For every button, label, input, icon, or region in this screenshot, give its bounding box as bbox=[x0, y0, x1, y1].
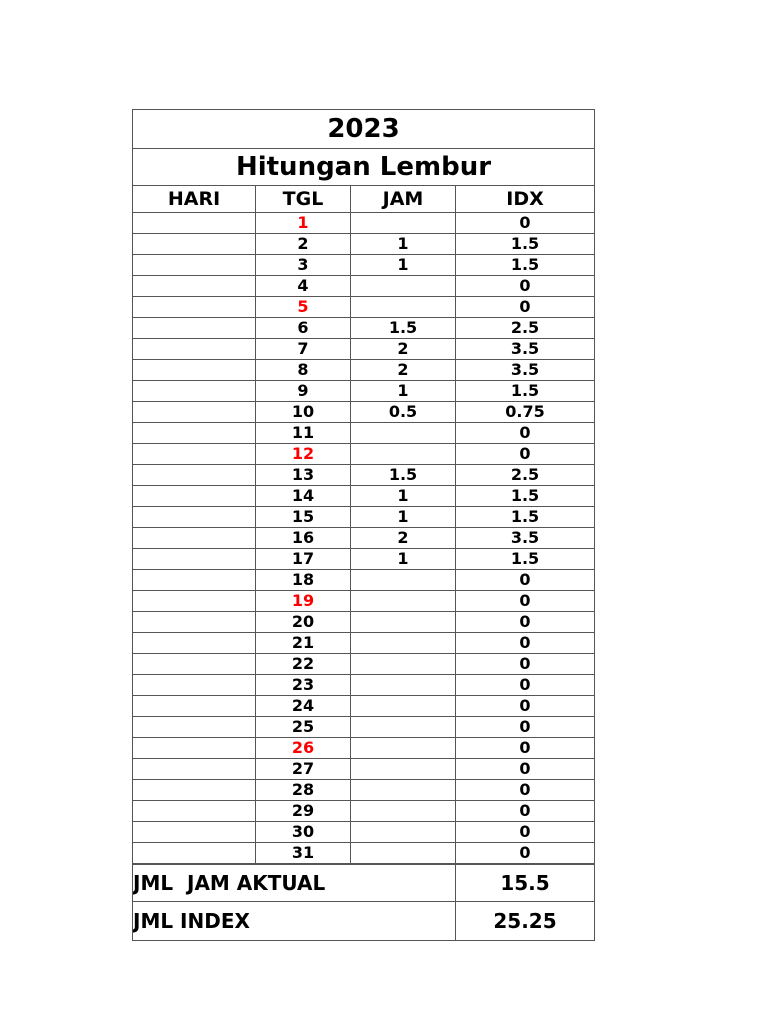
tgl-cell[interactable]: 4 bbox=[256, 276, 351, 297]
hari-cell[interactable] bbox=[133, 360, 256, 381]
jam-cell[interactable] bbox=[351, 654, 456, 675]
title-row bbox=[133, 149, 595, 186]
data-rows bbox=[133, 213, 595, 865]
summary-jam-value[interactable]: 15.5 bbox=[456, 864, 595, 902]
hari-cell[interactable] bbox=[133, 423, 256, 444]
jam-cell[interactable] bbox=[351, 738, 456, 759]
table-row bbox=[133, 297, 595, 318]
idx-cell[interactable]: 3.5 bbox=[456, 339, 595, 360]
hari-cell[interactable] bbox=[133, 528, 256, 549]
tgl-cell[interactable]: 6 bbox=[256, 318, 351, 339]
tgl-cell[interactable]: 10 bbox=[256, 402, 351, 423]
jam-cell[interactable] bbox=[351, 612, 456, 633]
jam-cell[interactable] bbox=[351, 696, 456, 717]
jam-cell[interactable]: 1.5 bbox=[351, 318, 456, 339]
idx-cell[interactable]: 0 bbox=[456, 423, 595, 444]
jam-cell[interactable]: 2 bbox=[351, 528, 456, 549]
tgl-cell[interactable]: 17 bbox=[256, 549, 351, 570]
jam-cell[interactable] bbox=[351, 570, 456, 591]
idx-cell[interactable]: 1.5 bbox=[456, 381, 595, 402]
column-header-row bbox=[133, 186, 595, 213]
jam-cell[interactable] bbox=[351, 822, 456, 843]
table-row bbox=[133, 507, 595, 528]
idx-cell[interactable]: 0 bbox=[456, 591, 595, 612]
jam-cell[interactable] bbox=[351, 801, 456, 822]
jam-cell[interactable] bbox=[351, 591, 456, 612]
hari-cell[interactable] bbox=[133, 780, 256, 801]
idx-cell[interactable]: 0 bbox=[456, 570, 595, 591]
table-row bbox=[133, 633, 595, 654]
hari-cell[interactable] bbox=[133, 234, 256, 255]
idx-cell[interactable]: 0 bbox=[456, 213, 595, 234]
tgl-cell[interactable]: 5 bbox=[256, 297, 351, 318]
column-header-tgl[interactable]: TGL bbox=[256, 186, 351, 213]
tgl-cell[interactable]: 20 bbox=[256, 612, 351, 633]
table-row bbox=[133, 528, 595, 549]
tgl-cell[interactable]: 27 bbox=[256, 759, 351, 780]
jam-cell[interactable] bbox=[351, 633, 456, 654]
hari-cell[interactable] bbox=[133, 570, 256, 591]
jam-cell[interactable]: 1 bbox=[351, 507, 456, 528]
table-row bbox=[133, 213, 595, 234]
column-header-idx[interactable]: IDX bbox=[456, 186, 595, 213]
sheet-title[interactable]: Hitungan Lembur bbox=[133, 149, 595, 186]
table-row bbox=[133, 822, 595, 843]
idx-cell[interactable]: 1.5 bbox=[456, 255, 595, 276]
table-row bbox=[133, 318, 595, 339]
column-header-hari[interactable]: HARI bbox=[133, 186, 256, 213]
tgl-cell[interactable]: 1 bbox=[256, 213, 351, 234]
idx-cell[interactable]: 1.5 bbox=[456, 507, 595, 528]
idx-cell[interactable]: 0.75 bbox=[456, 402, 595, 423]
hari-cell[interactable] bbox=[133, 591, 256, 612]
jam-cell[interactable]: 2 bbox=[351, 339, 456, 360]
jam-cell[interactable]: 0.5 bbox=[351, 402, 456, 423]
jam-cell[interactable]: 1 bbox=[351, 486, 456, 507]
jam-cell[interactable]: 1.5 bbox=[351, 465, 456, 486]
jam-cell[interactable] bbox=[351, 423, 456, 444]
tgl-cell[interactable]: 16 bbox=[256, 528, 351, 549]
table-row bbox=[133, 696, 595, 717]
idx-cell[interactable]: 0 bbox=[456, 444, 595, 465]
hari-cell[interactable] bbox=[133, 465, 256, 486]
summary-body bbox=[133, 864, 595, 941]
tgl-cell[interactable]: 14 bbox=[256, 486, 351, 507]
tgl-cell[interactable]: 21 bbox=[256, 633, 351, 654]
jam-cell[interactable] bbox=[351, 297, 456, 318]
summary-jam-label[interactable]: JML JAM AKTUAL bbox=[133, 864, 456, 902]
idx-cell[interactable]: 0 bbox=[456, 276, 595, 297]
jam-cell[interactable] bbox=[351, 843, 456, 865]
tgl-cell[interactable]: 7 bbox=[256, 339, 351, 360]
table-row bbox=[133, 738, 595, 759]
table-row bbox=[133, 234, 595, 255]
summary-row-jam bbox=[133, 864, 595, 902]
tgl-cell[interactable]: 18 bbox=[256, 570, 351, 591]
table-row bbox=[133, 360, 595, 381]
idx-cell[interactable]: 0 bbox=[456, 759, 595, 780]
table-row bbox=[133, 423, 595, 444]
tgl-cell[interactable]: 12 bbox=[256, 444, 351, 465]
table-row bbox=[133, 843, 595, 865]
hari-cell[interactable] bbox=[133, 612, 256, 633]
jam-cell[interactable] bbox=[351, 675, 456, 696]
idx-cell[interactable]: 0 bbox=[456, 738, 595, 759]
tgl-cell[interactable]: 26 bbox=[256, 738, 351, 759]
hari-cell[interactable] bbox=[133, 402, 256, 423]
table-row bbox=[133, 381, 595, 402]
table-row bbox=[133, 759, 595, 780]
hari-cell[interactable] bbox=[133, 213, 256, 234]
hari-cell[interactable] bbox=[133, 276, 256, 297]
idx-cell[interactable]: 0 bbox=[456, 654, 595, 675]
table-row bbox=[133, 549, 595, 570]
jam-cell[interactable] bbox=[351, 759, 456, 780]
idx-cell[interactable]: 3.5 bbox=[456, 360, 595, 381]
table-row bbox=[133, 444, 595, 465]
jam-cell[interactable] bbox=[351, 276, 456, 297]
hari-cell[interactable] bbox=[133, 801, 256, 822]
table-row bbox=[133, 717, 595, 738]
hari-cell[interactable] bbox=[133, 507, 256, 528]
hari-cell[interactable] bbox=[133, 486, 256, 507]
hari-cell[interactable] bbox=[133, 255, 256, 276]
table-row bbox=[133, 612, 595, 633]
tgl-cell[interactable]: 25 bbox=[256, 717, 351, 738]
tgl-cell[interactable]: 8 bbox=[256, 360, 351, 381]
idx-cell[interactable]: 0 bbox=[456, 675, 595, 696]
idx-cell[interactable]: 1.5 bbox=[456, 234, 595, 255]
year-title[interactable]: 2023 bbox=[133, 110, 595, 149]
tgl-cell[interactable]: 13 bbox=[256, 465, 351, 486]
sheet-body bbox=[133, 110, 595, 213]
jam-cell[interactable]: 1 bbox=[351, 255, 456, 276]
table-row bbox=[133, 801, 595, 822]
table-row bbox=[133, 780, 595, 801]
hari-cell[interactable] bbox=[133, 654, 256, 675]
hari-cell[interactable] bbox=[133, 633, 256, 654]
tgl-cell[interactable]: 30 bbox=[256, 822, 351, 843]
idx-cell[interactable]: 1.5 bbox=[456, 549, 595, 570]
hari-cell[interactable] bbox=[133, 444, 256, 465]
idx-cell[interactable]: 2.5 bbox=[456, 318, 595, 339]
idx-cell[interactable]: 0 bbox=[456, 780, 595, 801]
hari-cell[interactable] bbox=[133, 549, 256, 570]
idx-cell[interactable]: 0 bbox=[456, 822, 595, 843]
tgl-cell[interactable]: 9 bbox=[256, 381, 351, 402]
tgl-cell[interactable]: 19 bbox=[256, 591, 351, 612]
jam-cell[interactable]: 2 bbox=[351, 360, 456, 381]
idx-cell[interactable]: 3.5 bbox=[456, 528, 595, 549]
idx-cell[interactable]: 1.5 bbox=[456, 486, 595, 507]
hari-cell[interactable] bbox=[133, 759, 256, 780]
table-row bbox=[133, 339, 595, 360]
jam-cell[interactable]: 1 bbox=[351, 381, 456, 402]
hari-cell[interactable] bbox=[133, 297, 256, 318]
tgl-cell[interactable]: 22 bbox=[256, 654, 351, 675]
summary-index-label[interactable]: JML INDEX bbox=[133, 902, 456, 941]
idx-cell[interactable]: 0 bbox=[456, 696, 595, 717]
summary-index-value[interactable]: 25.25 bbox=[456, 902, 595, 941]
tgl-cell[interactable]: 11 bbox=[256, 423, 351, 444]
tgl-cell[interactable]: 31 bbox=[256, 843, 351, 865]
table-row bbox=[133, 276, 595, 297]
hari-cell[interactable] bbox=[133, 318, 256, 339]
column-header-jam[interactable]: JAM bbox=[351, 186, 456, 213]
idx-cell[interactable]: 0 bbox=[456, 843, 595, 865]
tgl-cell[interactable]: 15 bbox=[256, 507, 351, 528]
tgl-cell[interactable]: 23 bbox=[256, 675, 351, 696]
table-row bbox=[133, 570, 595, 591]
idx-cell[interactable]: 0 bbox=[456, 612, 595, 633]
jam-cell[interactable] bbox=[351, 717, 456, 738]
table-row bbox=[133, 675, 595, 696]
hari-cell[interactable] bbox=[133, 843, 256, 865]
table-row bbox=[133, 465, 595, 486]
hari-cell[interactable] bbox=[133, 381, 256, 402]
hari-cell[interactable] bbox=[133, 822, 256, 843]
hari-cell[interactable] bbox=[133, 696, 256, 717]
jam-cell[interactable] bbox=[351, 780, 456, 801]
table-row bbox=[133, 402, 595, 423]
table-row bbox=[133, 255, 595, 276]
table-row bbox=[133, 591, 595, 612]
tgl-cell[interactable]: 2 bbox=[256, 234, 351, 255]
jam-cell[interactable]: 1 bbox=[351, 234, 456, 255]
summary-row-index bbox=[133, 902, 595, 941]
jam-cell[interactable] bbox=[351, 444, 456, 465]
overtime-sheet bbox=[132, 109, 595, 941]
idx-cell[interactable]: 2.5 bbox=[456, 465, 595, 486]
tgl-cell[interactable]: 29 bbox=[256, 801, 351, 822]
hari-cell[interactable] bbox=[133, 717, 256, 738]
hari-cell[interactable] bbox=[133, 738, 256, 759]
jam-cell[interactable] bbox=[351, 213, 456, 234]
idx-cell[interactable]: 0 bbox=[456, 717, 595, 738]
idx-cell[interactable]: 0 bbox=[456, 801, 595, 822]
idx-cell[interactable]: 0 bbox=[456, 633, 595, 654]
table-row bbox=[133, 486, 595, 507]
idx-cell[interactable]: 0 bbox=[456, 297, 595, 318]
hari-cell[interactable] bbox=[133, 675, 256, 696]
year-row bbox=[133, 110, 595, 149]
jam-cell[interactable]: 1 bbox=[351, 549, 456, 570]
tgl-cell[interactable]: 28 bbox=[256, 780, 351, 801]
tgl-cell[interactable]: 24 bbox=[256, 696, 351, 717]
hari-cell[interactable] bbox=[133, 339, 256, 360]
tgl-cell[interactable]: 3 bbox=[256, 255, 351, 276]
table-row bbox=[133, 654, 595, 675]
